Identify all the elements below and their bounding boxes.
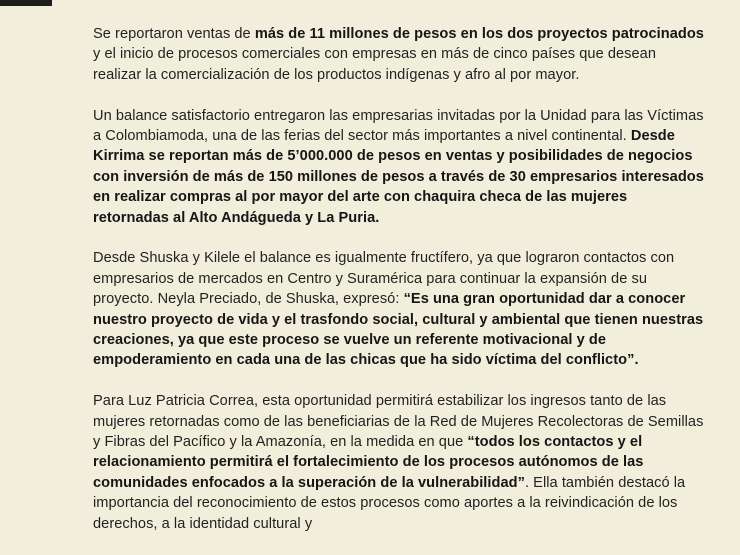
paragraph-colombiamoda [93,106,705,228]
top-left-black-tab [0,0,52,6]
paragraph-3-quote: “Es una gran oportunidad dar a conocer nuestro proyecto de vida y el trasfondo social, cultural y ambiental que tienen nuestras creaciones, ya que este proceso se vuelve un referente motivacional y de empoderamiento en cada una de las chicas que ha sido víctima del conflicto”. [93,291,704,369]
paragraph-1-text-end: y el inicio de procesos comerciales con empresas en más de cinco países que desean realizar la comercialización de los productos indígenas y afro al por mayor. [93,46,657,83]
paragraph-4-quote: “todos los contactos y el relacionamiento permitirá el fortalecimiento de los procesos autónomos de las comunidades enfocados a la superación de la vulnerabilidad” [93,434,644,491]
paragraph-1-text: Se reportaron ventas de [93,26,255,42]
paragraph-2-text: Un balance satisfactorio entregaron las empresarias invitadas por la Unidad para las Víctimas a Colombiamoda, una de las ferias del sector más importantes a nivel continental. [93,107,704,145]
paragraph-shuska-kilele [93,248,705,370]
paragraph-1-highlight: más de 11 millones de pesos en los dos proyectos patrocinados [254,26,704,42]
paragraph-sales-summary [93,24,705,85]
paragraph-3-text: Desde Shuska y Kilele el balance es igualmente fructífero, ya que lograron contactos con empresarios de mercados en Centro y Suramérica para continuar la expansión de su proyecto. Neyla Preciado, de Shuska, expresó: [93,250,675,308]
paragraph-luz-patricia [93,391,705,534]
article-body [93,24,705,555]
paragraph-4-text: Para Luz Patricia Correa, esta oportunidad permitirá estabilizar los ingresos tanto de las mujeres retornadas como de las beneficiarias de la Red de Mujeres Recolectoras de Semillas y Fibras del Pacífico y la Amazonía, en la medida en que [93,393,704,451]
paragraph-2-highlight: Desde Kirrima se reportan más de 5’000.000 de pesos en ventas y posibilidades de negocios con inversión de más de 150 millones de pesos a través de 30 empresarios interesados en realizar compras al por mayor del arte con chaquira checa de las mujeres retornadas al Alto Andágueda y La Puria. [93,128,704,226]
paragraph-4-text-end: . Ella también destacó la importancia del reconocimiento de estos procesos como aportes a la reivindicación de los derechos, a la identidad cultural y [93,474,686,532]
